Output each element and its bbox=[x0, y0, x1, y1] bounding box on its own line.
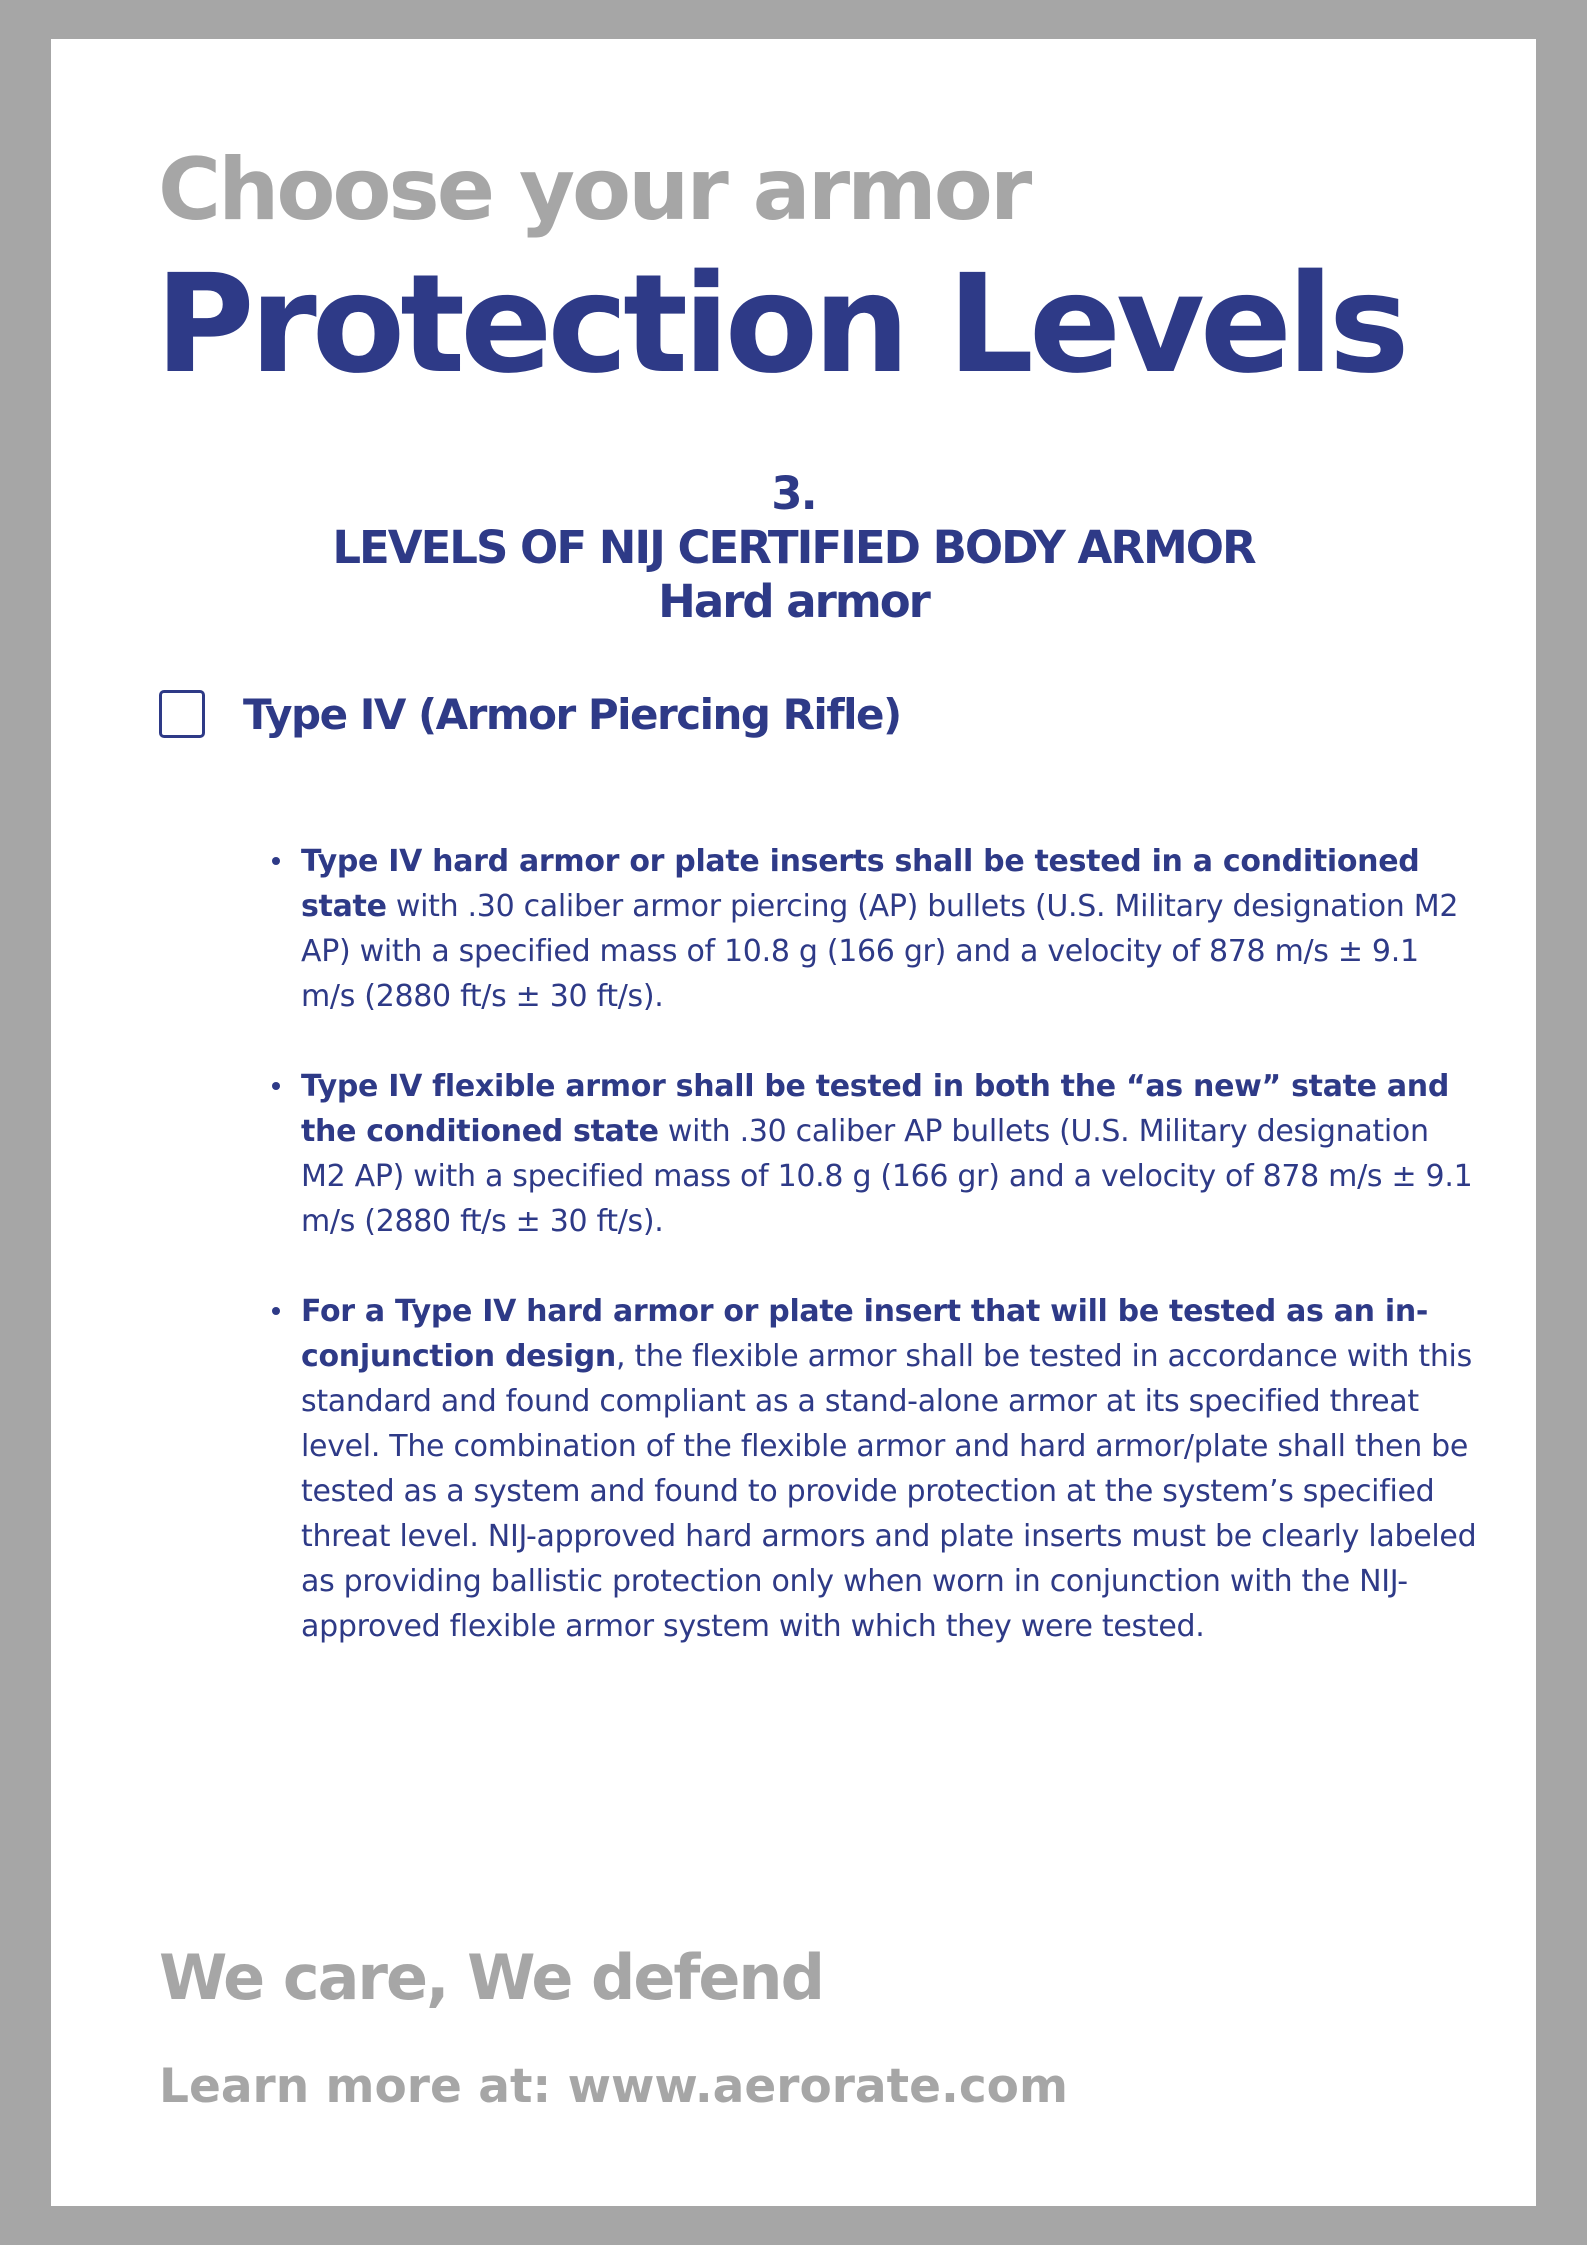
list-item-bold: Type IV hard armor or plate inserts shall be tested in a conditioned state bbox=[301, 844, 1420, 924]
type-iv-checkbox[interactable] bbox=[159, 690, 205, 738]
document-page bbox=[51, 39, 1536, 2206]
bullet-icon bbox=[272, 1307, 280, 1315]
list-item bbox=[301, 1289, 1481, 1649]
requirements-list bbox=[301, 839, 1481, 1694]
bullet-icon bbox=[272, 857, 280, 865]
section-heading bbox=[51, 467, 1536, 629]
list-item-text: , the flexible armor shall be tested in accordance with this standard and found compliant as a stand-alone armor at its specified threat level. The combination of the flexible armor and hard armor/plate shall then be tested as a system and found to provide protection at the system’s specified threat level. NIJ-approved hard armors and plate inserts must be clearly labeled as providing ballistic protection only when worn in conjunction with the NIJ-approved flexible armor system with which they were tested. bbox=[301, 1339, 1477, 1644]
type-iv-option[interactable] bbox=[159, 684, 901, 744]
list-item-text: with .30 caliber AP bullets (U.S. Military designation M2 AP) with a specified mass of 10.8 g (166 gr) and a velocity of 878 m/s ± 9.1 m/s (2880 ft/s ± 30 ft/s). bbox=[301, 1114, 1473, 1239]
section-subtitle: Hard armor bbox=[658, 575, 929, 628]
list-item bbox=[301, 839, 1481, 1019]
list-item bbox=[301, 1064, 1481, 1244]
page-kicker: Choose your armor bbox=[158, 140, 1030, 240]
footer-learn-more: Learn more at: www.aerorate.com bbox=[159, 2059, 1068, 2114]
type-iv-label: Type IV (Armor Piercing Rifle) bbox=[243, 689, 901, 739]
section-number: 3. bbox=[771, 467, 816, 520]
bullet-icon bbox=[272, 1082, 280, 1090]
list-item-bold: Type IV flexible armor shall be tested in both the “as new” state and the conditioned state bbox=[301, 1069, 1450, 1149]
section-title: LEVELS OF NIJ CERTIFIED BODY ARMOR bbox=[332, 521, 1255, 574]
footer-tagline: We care, We defend bbox=[159, 1941, 823, 2014]
page-title: Protection Levels bbox=[155, 246, 1405, 404]
list-item-bold: For a Type IV hard armor or plate insert that will be tested as an in-conjunction design bbox=[301, 1294, 1429, 1374]
list-item-text: with .30 caliber armor piercing (AP) bullets (U.S. Military designation M2 AP) with a specified mass of 10.8 g (166 gr) and a velocity of 878 m/s ± 9.1 m/s (2880 ft/s ± 30 ft/s). bbox=[301, 889, 1459, 1014]
